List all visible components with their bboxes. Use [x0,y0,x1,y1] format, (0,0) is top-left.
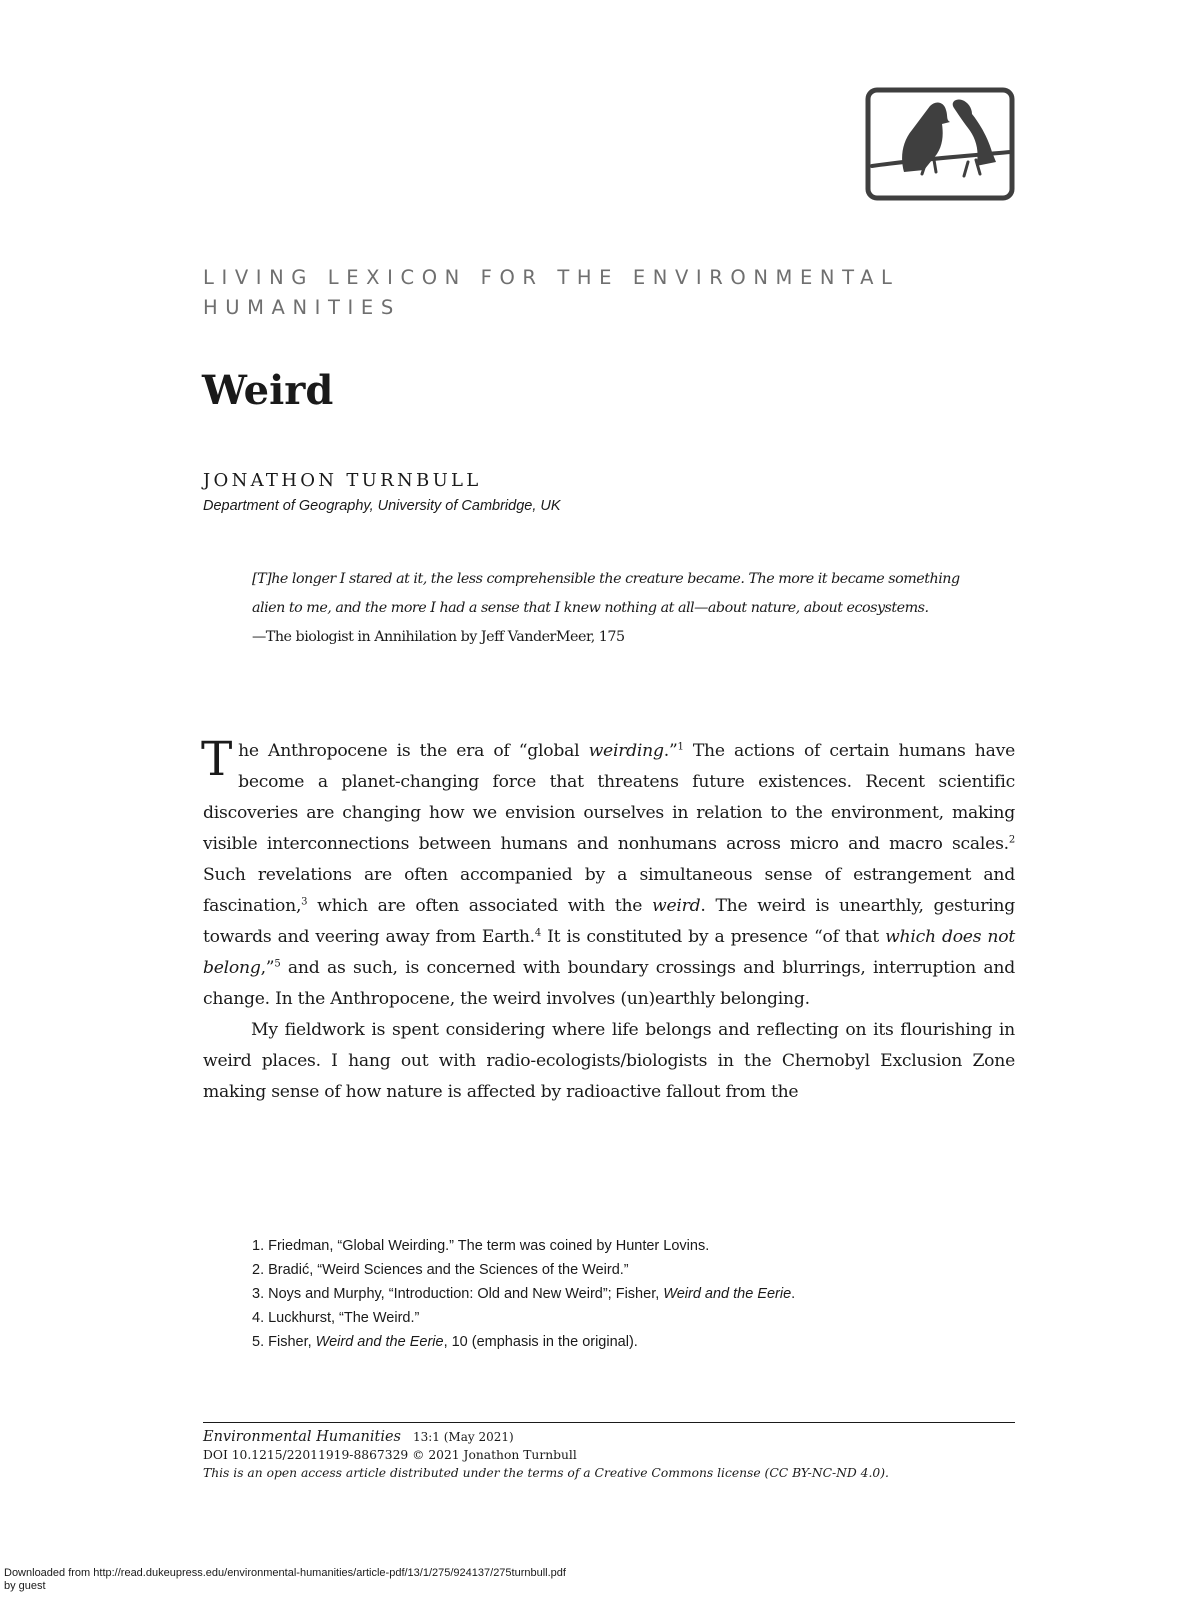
p1-text-g: and as such, is concerned with boundary crossings and blurrings, interruption and change. In the Anthropocene, the weird involves (un)earthly belonging. [203,958,1015,1009]
journal-footer [203,1428,1015,1482]
footnote-3 [252,1282,1012,1306]
p1-em-belong: which does not belong [203,927,1015,978]
author-affiliation: Department of Geography, University of Cambridge, UK [203,498,561,514]
p1-text-d: which are often associated with the [307,896,653,916]
download-guest: by guest [4,1580,46,1592]
paragraph-1 [201,732,1016,1015]
series-heading [203,263,963,323]
paragraph-2: My fieldwork is spent considering where life belongs and reflecting on its flourishing in weird places. I hang out with radio-ecologists/biologists in the Chernobyl Exclusion Zone making sense of how nature is affected by radioactive fallout from the [203,1020,1015,1102]
footnote-5-title: Weird and the Eerie [315,1334,444,1350]
body-text [201,732,1016,1108]
footnote-3-end: . [791,1286,796,1302]
epigraph-source [252,623,980,652]
two-birds-on-branch-icon [864,86,1016,202]
footnote-ref-1[interactable]: 1 [677,741,684,753]
p1-text-a-end: .” [663,741,678,761]
p1-text-b: The actions of certain humans have become a planet-changing force that threatens future existences. Recent scientific discoveries are changing how we envision ourselves in relation to the environment, making visible interconnections between humans and nonhumans across micro and macro scales. [203,741,1015,854]
publisher-logo [864,86,1016,202]
download-url[interactable]: Downloaded from http://read.dukeupress.edu/environmental-humanities/article-pdf/13/1/275/924137/275turnbull.pdf [4,1567,566,1579]
p1-text-a: he Anthropocene is the era of “global [238,741,589,761]
footnote-ref-2[interactable]: 2 [1008,834,1015,846]
footnote-ref-3[interactable]: 3 [301,896,308,908]
footnote-2: 2. Bradić, “Weird Sciences and the Sciences of the Weird.” [252,1262,629,1278]
footnote-5 [252,1330,1012,1354]
journal-name: Environmental Humanities [203,1429,401,1445]
journal-line [203,1428,1015,1446]
footnote-4: 4. Luckhurst, “The Weird.” [252,1310,420,1326]
epigraph [252,565,980,652]
drop-cap: T [201,732,233,787]
footer-rule [203,1422,1015,1423]
footnotes [252,1234,1012,1354]
p1-text-f-end: ,” [260,958,275,978]
footnote-ref-4[interactable]: 4 [534,927,542,939]
p1-text-f: It is constituted by a presence “of that [541,927,886,947]
epigraph-source-suffix: by Jeff VanderMeer, 175 [456,629,625,645]
author-name: JONATHON TURNBULL [203,470,482,491]
download-notice [4,1567,704,1593]
footnote-3-title: Weird and the Eerie [663,1286,792,1302]
journal-issue: 13:1 (May 2021) [412,1430,514,1444]
footnote-5-end: , 10 (emphasis in the original). [443,1334,638,1350]
journal-doi: DOI 10.1215/22011919-8867329 © 2021 Jonathon Turnbull [203,1448,577,1462]
footnote-3-text: 3. Noys and Murphy, “Introduction: Old and New Weird”; Fisher, [252,1286,664,1302]
series-heading-line1: LIVING LEXICON FOR THE ENVIRONMENTAL [203,266,900,289]
epigraph-source-prefix: —The biologist in [252,629,375,645]
footnote-1: 1. Friedman, “Global Weirding.” The term was coined by Hunter Lovins. [252,1238,710,1254]
journal-license: This is an open access article distributed under the terms of a Creative Commons license (CC BY-NC-ND 4.0). [203,1466,889,1480]
p1-em-weird: weird [652,896,701,916]
p1-text-c: Such revelations are often accompanied by a simultaneous sense of estrangement and fascination, [203,865,1015,916]
p1-em-weirding: weirding [588,741,664,761]
footnote-ref-5[interactable]: 5 [274,958,281,970]
epigraph-source-title: Annihilation [374,629,457,645]
p1-text-e: . The weird is unearthly, gesturing towards and veering away from Earth. [203,896,1016,947]
series-heading-line2: HUMANITIES [203,296,401,319]
article-title: Weird [202,367,334,414]
epigraph-quote: [T]he longer I stared at it, the less comprehensible the creature became. The more it became something alien to me, and the more I had a sense that I knew nothing at all—about nature, about ecosystems. [252,571,960,616]
footnote-5-text: 5. Fisher, [252,1334,316,1350]
